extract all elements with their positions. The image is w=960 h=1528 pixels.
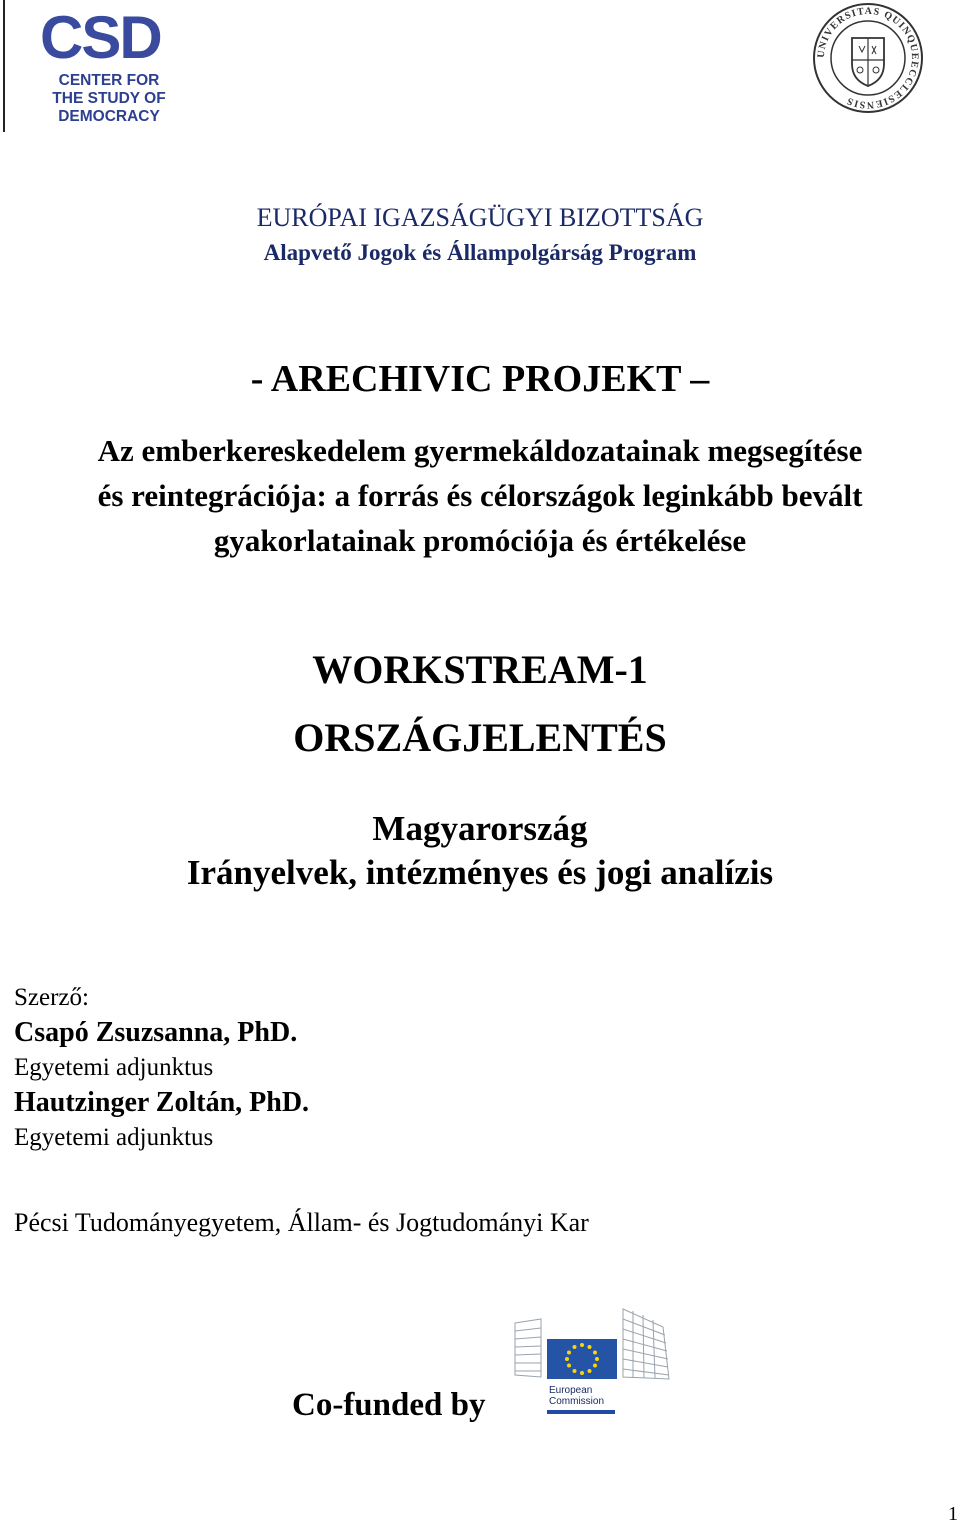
authors-label: Szerző: — [14, 984, 89, 1011]
csd-logo-line: THE STUDY OF — [52, 90, 166, 107]
institution: Pécsi Tudományegyetem, Állam- és Jogtudományi Kar — [14, 1208, 589, 1237]
university-seal — [812, 2, 924, 114]
logo-divider — [3, 0, 5, 132]
authors-block — [14, 980, 309, 1155]
ec-underline — [547, 1410, 615, 1414]
project-title: - ARECHIVIC PROJEKT – — [250, 358, 710, 400]
ec-building-icon — [513, 1305, 673, 1385]
author-name: Csapó Zsuzsanna, PhD. — [14, 1017, 298, 1048]
program-title: Alapvető Jogok és Állampolgárság Program — [263, 240, 697, 265]
report-type: ORSZÁGJELENTÉS — [293, 715, 667, 760]
csd-logo — [0, 0, 203, 132]
cofunded-label: Co-funded by — [292, 1387, 486, 1423]
seal-emblem-icon — [812, 2, 924, 114]
csd-logo-line: DEMOCRACY — [58, 108, 160, 125]
european-commission-logo — [513, 1305, 673, 1420]
ec-label-line: Commission — [549, 1396, 605, 1407]
country-title: Magyarország — [372, 809, 588, 848]
csd-logo-mark: CSD — [40, 4, 161, 71]
csd-logo-line: CENTER FOR — [58, 72, 160, 89]
ec-label-line: European — [549, 1385, 593, 1396]
subtitle-line: Az emberkereskedelem gyermekáldozatainak megsegítése — [97, 433, 863, 468]
seal-text: UNIVERSITAS QUINQUEECCLESIENSIS — [815, 5, 921, 111]
subtitle-line: gyakorlatainak promóciója és értékelése — [213, 523, 747, 558]
subtitle-line: és reintegrációja: a forrás és célországok leginkább bevált — [97, 478, 863, 513]
scope-title: Irányelvek, intézményes és jogi analízis — [186, 853, 774, 892]
org-title: EURÓPAI IGAZSÁGÜGYI BIZOTTSÁG — [256, 203, 704, 232]
author-role: Egyetemi adjunktus — [14, 1054, 214, 1081]
project-subtitle — [0, 428, 960, 563]
workstream-title: WORKSTREAM-1 — [312, 647, 648, 692]
author-role: Egyetemi adjunktus — [14, 1124, 214, 1151]
ec-label — [549, 1385, 604, 1407]
page-number: 1 — [948, 1503, 958, 1525]
author-name: Hautzinger Zoltán, PhD. — [14, 1087, 310, 1118]
